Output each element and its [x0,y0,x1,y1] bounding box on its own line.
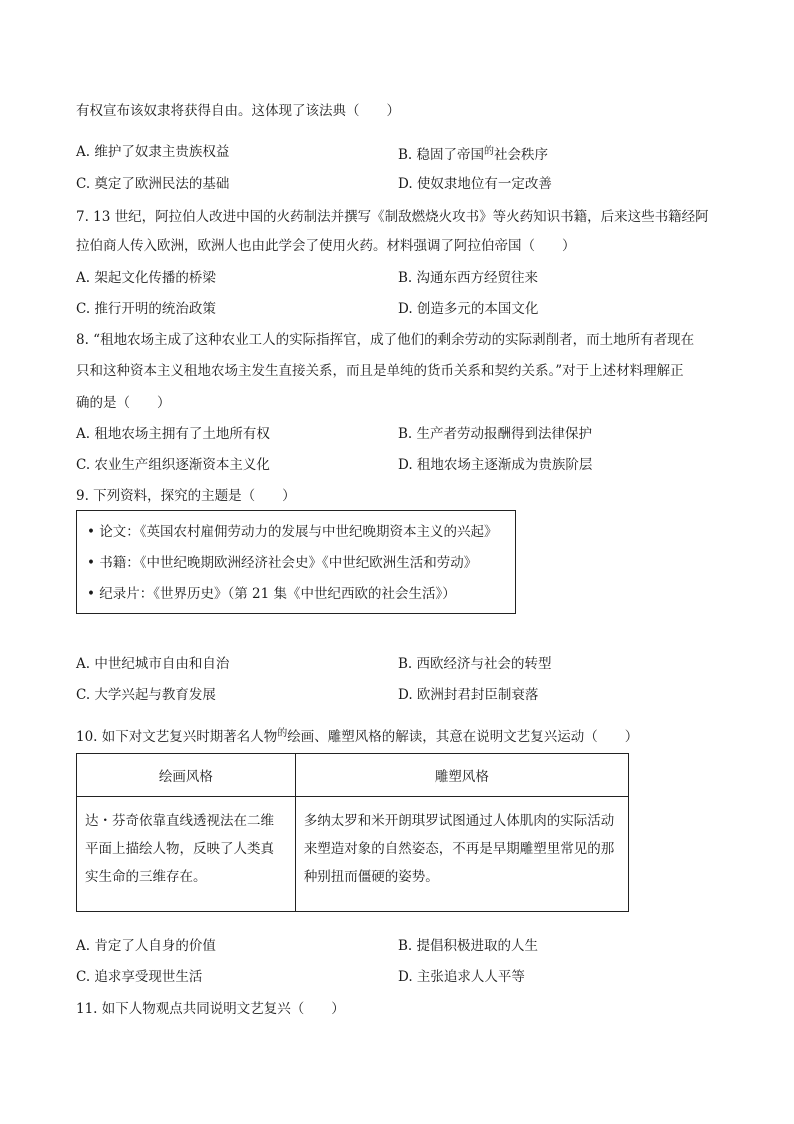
q9-option-a[interactable]: A. 中世纪城市自由和自治 [76,656,230,672]
q7-option-c[interactable]: C. 推行开明的统治政策 [76,301,216,317]
q6-option-b-small: 的 [484,146,495,157]
q9-material-books: • 书籍：《中世纪晚期欧洲经济社会史》《中世纪欧洲生活和劳动》 [87,555,478,571]
table-header-sculpture: 雕塑风格 [295,754,628,797]
q8-stem-line2: 只和这种资本主义租地农场主发生直接关系，而且是单纯的货币关系和契约关系。”对于上述材料理解正 [76,363,684,379]
table-header-painting: 绘画风格 [77,754,296,797]
q8-option-b[interactable]: B. 生产者劳动报酬得到法律保护 [398,426,593,442]
q8-option-d[interactable]: D. 租地农场主逐渐成为贵族阶层 [398,457,593,473]
q9-option-c[interactable]: C. 大学兴起与教育发展 [76,687,216,703]
q7-option-a[interactable]: A. 架起文化传播的桥梁 [76,270,216,286]
q8-option-c[interactable]: C. 农业生产组织逐渐资本主义化 [76,457,270,473]
q6-stem-tail: 有权宣布该奴隶将获得自由。这体现了该法典（ ） [76,103,400,119]
q9-option-d[interactable]: D. 欧洲封君封臣制衰落 [398,687,539,703]
q10-stem-pre: 10. 如下对文艺复兴时期著名人物 [76,729,278,745]
q10-style-table [76,753,629,912]
q7-option-d[interactable]: D. 创造多元的本国文化 [398,301,539,317]
q8-stem-line1: 8. “租地农场主成了这种农业工人的实际指挥官，成了他们的剩余劳动的实际剥削者，而土地所有者现在 [76,332,695,348]
q9-material-box [76,510,516,614]
q7-option-b[interactable]: B. 沟通东西方经贸往来 [398,270,539,286]
table-header-row [77,754,629,797]
q10-stem [76,725,638,746]
q6-option-d[interactable]: D. 使奴隶地位有一定改善 [398,176,552,192]
q9-material-paper: • 论文：《英国农村雇佣劳动力的发展与中世纪晚期资本主义的兴起》 [87,524,498,540]
q6-option-b[interactable] [398,143,548,164]
q8-stem-line3: 确的是（ ） [76,395,171,411]
q8-option-a[interactable]: A. 租地农场主拥有了土地所有权 [76,426,270,442]
q10-option-a[interactable]: A. 肯定了人自身的价值 [76,938,216,954]
q6-option-b-pre: B. 稳固了帝国 [398,147,485,163]
q7-stem-line2: 拉伯商人传入欧洲，欧洲人也由此学会了使用火药。材料强调了阿拉伯帝国（ ） [76,238,576,254]
q10-stem-post: 绘画、雕塑风格的解读，其意在说明文艺复兴运动（ ） [287,729,639,745]
q9-material-documentary: • 纪录片：《世界历史》（第 21 集《中世纪西欧的社会生活》） [87,586,456,602]
table-row [77,797,629,912]
table-cell-sculpture: 多纳太罗和米开朗琪罗试图通过人体肌肉的实际活动来塑造对象的自然姿态，不再是早期雕塑里常见的那种别扭而僵硬的姿势。 [295,797,628,912]
q9-option-b[interactable]: B. 西欧经济与社会的转型 [398,656,552,672]
q10-option-d[interactable]: D. 主张追求人人平等 [398,969,525,985]
q11-stem: 11. 如下人物观点共同说明文艺复兴（ ） [76,1001,345,1017]
q6-option-b-post: 社会秩序 [494,147,549,163]
q10-option-b[interactable]: B. 提倡积极进取的人生 [398,938,539,954]
q9-stem: 9. 下列资料，探究的主题是（ ） [76,488,296,504]
table-cell-painting: 达・芬奇依靠直线透视法在二维平面上描绘人物，反映了人类真实生命的三维存在。 [77,797,296,912]
q7-stem-line1: 7. 13 世纪，阿拉伯人改进中国的火药制法并撰写《制敌燃烧火攻书》等火药知识书籍，后来这些书籍经阿 [76,209,709,225]
q6-option-c[interactable]: C. 奠定了欧洲民法的基础 [76,176,230,192]
q6-option-a[interactable]: A. 维护了奴隶主贵族权益 [76,144,230,160]
q10-stem-small: 的 [277,728,288,739]
q10-option-c[interactable]: C. 追求享受现世生活 [76,969,203,985]
